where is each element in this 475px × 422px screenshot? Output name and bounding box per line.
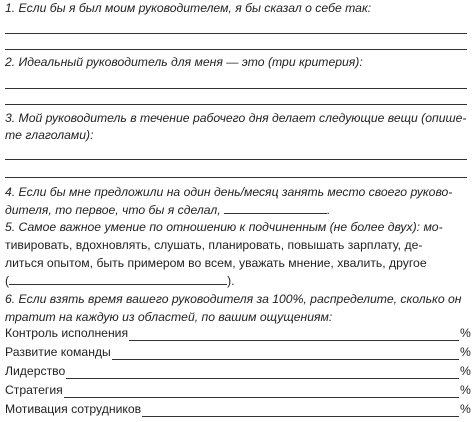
answer-line-3a[interactable] [5,159,467,160]
area-row-control [5,326,470,341]
answer-line-2a[interactable] [5,88,467,89]
question-1: 1. Если бы я был моим руководителем, я бы сказал о себе так: [5,1,372,15]
area-input[interactable] [64,386,459,398]
area-row-team-development [5,345,470,360]
area-input[interactable] [142,405,459,417]
percent-sign: % [460,364,471,378]
area-input[interactable] [112,348,459,360]
answer-blank-4[interactable] [224,203,327,214]
area-label: Стратегия [5,383,63,397]
percent-sign: % [460,345,471,359]
area-input[interactable] [66,367,459,379]
percent-sign: % [460,402,471,416]
area-row-motivation [5,402,470,417]
answer-line-1b[interactable] [5,49,467,50]
area-label: Лидерство [5,364,66,378]
percent-sign: % [460,326,471,340]
question-5-line-1: 5. Самое важное умение по отношению к подчиненным (не более двух): мо- [5,220,443,234]
question-4-line-1: 4. Если бы мне предложили на один день/месяц занять место своего руково- [5,185,453,199]
area-row-leadership [5,364,470,379]
answer-blank-5[interactable] [9,274,227,285]
question-5-line-4: ( ). [5,274,235,288]
area-label: Развитие команды [5,345,111,359]
question-5-line-3: литься опытом, быть примером во всем, уважать мнение, хвалить, другое [5,256,427,270]
question-3-line-2: те глаголами): [5,128,94,142]
area-label: Мотивация сотрудников [5,402,142,416]
percent-sign: % [460,383,471,397]
answer-line-2b[interactable] [5,104,467,105]
area-row-strategy [5,383,470,398]
question-6-line-1: 6. Если взять время вашего руководителя за 100%, распределите, сколько он [5,292,462,306]
question-3-line-1: 3. Мой руководитель в течение рабочего дня делает следующие вещи (опише- [5,111,467,125]
question-2: 2. Идеальный руководитель для меня — это (три критерия): [5,55,363,69]
answer-line-3b[interactable] [5,177,467,178]
question-4-line-2: дителя, то первое, что бы я сделал, . [5,203,331,217]
question-5-line-2: тивировать, вдохновлять, слушать, планировать, повышать зарплату, де- [5,238,423,252]
area-label: Контроль исполнения [5,326,129,340]
area-input[interactable] [129,329,459,341]
question-4-text: дителя, то первое, что бы я сделал, [5,203,221,217]
answer-line-1a[interactable] [5,33,467,34]
question-6-line-2: тратит на каждую из областей, по вашим ощущениям: [5,310,333,324]
